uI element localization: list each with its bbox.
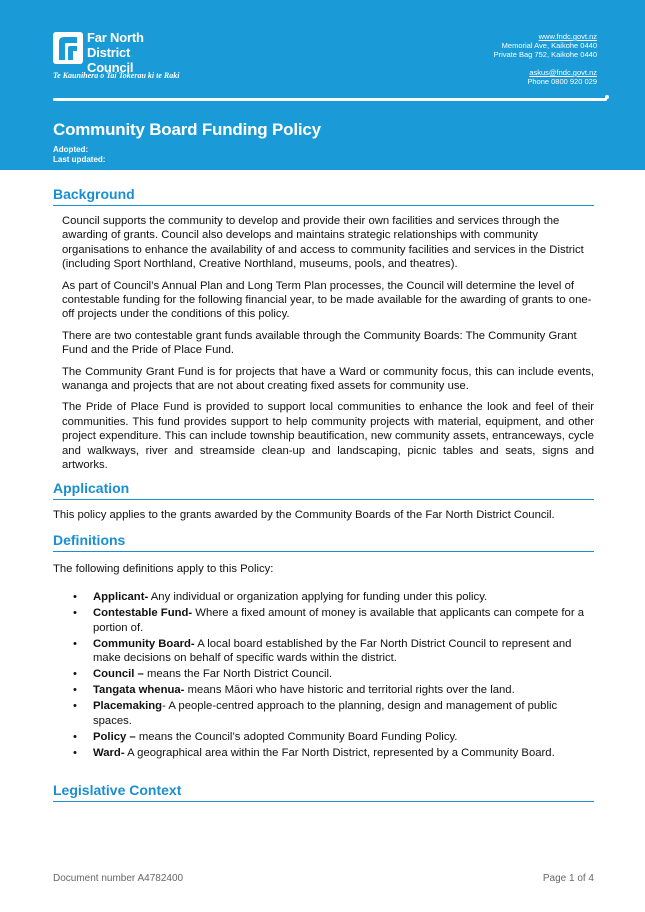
definition-text: Any individual or organization applying for funding under this policy. bbox=[148, 591, 488, 604]
definition-term: Council – bbox=[93, 668, 144, 681]
definition-term: Applicant- bbox=[93, 591, 149, 604]
logo-name-line1: Far North bbox=[87, 30, 144, 45]
definition-term: Placemaking bbox=[93, 700, 163, 713]
background-section bbox=[53, 186, 594, 473]
definition-term: Ward- bbox=[93, 746, 125, 759]
page-number: Page 1 of 4 bbox=[542, 873, 594, 884]
background-paragraph-3: There are two contestable grant funds available through the Community Boards: The Community Grant Fund and the Pride of Place Fund. bbox=[62, 329, 577, 357]
definition-item: • Tangata whenua- means Māori who have historic and territorial rights over the land. bbox=[73, 684, 515, 697]
background-paragraph-2: As part of Council’s Annual Plan and Long Term Plan processes, the Council will determine the level of contestable funding for the following financial year, to be made available for the awarding of grants to one-off projects under the conditions of this policy. bbox=[62, 279, 592, 321]
legislative-heading: Legislative Context bbox=[53, 782, 594, 802]
address-line2: Private Bag 752, Kaikohe 0440 bbox=[493, 50, 597, 59]
header-banner bbox=[0, 0, 645, 170]
definition-term: Contestable Fund- bbox=[93, 607, 193, 620]
fndc-logo-icon bbox=[53, 32, 83, 64]
email-link[interactable]: askus@fndc.govt.nz bbox=[529, 68, 597, 77]
address-line1: Memorial Ave, Kaikohe 0440 bbox=[501, 41, 597, 50]
definitions-intro: The following definitions apply to this Policy: bbox=[53, 562, 274, 575]
background-paragraph-4: The Community Grant Fund is for projects that have a Ward or community focus, this can include events, wananga and projects that are not about creating fixed assets for community use. bbox=[62, 365, 594, 393]
definition-term: Community Board- bbox=[93, 637, 195, 650]
definition-item: • Council – means the Far North District Council. bbox=[73, 668, 333, 681]
header-divider-end bbox=[605, 95, 609, 99]
adopted-label: Adopted: bbox=[53, 145, 89, 154]
logo-name bbox=[87, 30, 173, 75]
definition-text: means the Far North District Council. bbox=[143, 668, 333, 681]
definition-text: - A people-centred approach to the planning, design and management of public spaces. bbox=[93, 700, 558, 727]
legislative-section bbox=[53, 782, 594, 802]
page-title: Community Board Funding Policy bbox=[53, 120, 321, 139]
definition-item: • Community Board- A local board established by the Far North District Council to represent and make decisions on behalf of specific wards within the district. bbox=[73, 637, 572, 665]
definition-text: means the Council’s adopted Community Board Funding Policy. bbox=[135, 730, 458, 743]
page-footer bbox=[53, 873, 594, 884]
definition-text: Where a fixed amount of money is available that applicants can compete for a portion of. bbox=[93, 607, 585, 634]
website-link[interactable]: www.fndc.govt.nz bbox=[538, 32, 597, 41]
definition-item: • Placemaking- A people-centred approach to the planning, design and management of public spaces. bbox=[73, 700, 558, 727]
background-paragraph-1: Council supports the community to develop and provide their own facilities and services through the awarding of grants. Council also develops and maintains strategic relationships with community organisations to enhance the availability of and access to community facilities and services in the District (including Sport Northland, Creative Northland, museums, pools, and theatres). bbox=[62, 215, 584, 271]
document-number: Document number A4782400 bbox=[53, 873, 184, 884]
header-divider bbox=[53, 98, 607, 101]
definitions-heading: Definitions bbox=[53, 532, 594, 552]
last-updated-label: Last updated: bbox=[53, 155, 106, 164]
definition-item: • Ward- A geographical area within the Far North District, represented by a Community Board. bbox=[73, 746, 555, 759]
logo-name-line2: District Council bbox=[87, 45, 134, 75]
background-paragraph-5: The Pride of Place Fund is provided to support local communities to enhance the look and feel of their communities. This fund provides support to help community projects with material, equipment, and other project expenditure. This can include township beautification, new community assets, entranceways, cycle and walkways, river and streamside clean-up and landscaping, picnic tables and seats, signs and artworks. bbox=[62, 401, 594, 472]
definition-item: • Contestable Fund- Where a fixed amount of money is available that applicants can compete for a portion of. bbox=[73, 607, 585, 634]
definition-item: • Policy – means the Council’s adopted Community Board Funding Policy. bbox=[73, 730, 458, 743]
document-body bbox=[53, 182, 594, 810]
definition-text: A local board established by the Far North District Council to represent and make decisions on behalf of specific wards within the district. bbox=[93, 637, 572, 665]
definition-item: • Applicant- Any individual or organization applying for funding under this policy. bbox=[73, 591, 488, 604]
definitions-section bbox=[53, 532, 594, 760]
definition-text: A geographical area within the Far North District, represented by a Community Board. bbox=[124, 746, 555, 759]
contact-block bbox=[494, 32, 597, 86]
definition-term: Tangata whenua- bbox=[93, 684, 185, 697]
application-section bbox=[53, 480, 594, 522]
definition-text: means Māori who have historic and territorial rights over the land. bbox=[184, 684, 515, 697]
council-logo[interactable] bbox=[53, 30, 180, 90]
logo-tagline: Te Kaunihera o Tai Tokerau ki te Raki bbox=[53, 71, 180, 80]
definitions-list bbox=[53, 590, 594, 760]
application-text: This policy applies to the grants awarded by the Community Boards of the Far North District Council. bbox=[53, 508, 555, 521]
definition-term: Policy – bbox=[93, 730, 136, 743]
phone-number: Phone 0800 920 029 bbox=[527, 77, 597, 86]
document-meta bbox=[53, 145, 105, 165]
background-heading: Background bbox=[53, 186, 594, 206]
application-heading: Application bbox=[53, 480, 594, 500]
